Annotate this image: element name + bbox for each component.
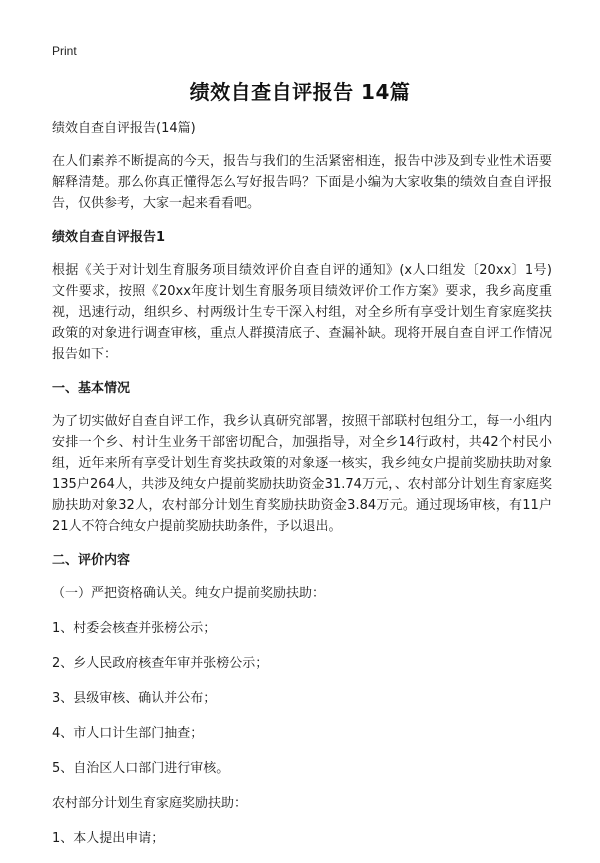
list-item: 5、自治区人口部门进行审核。 <box>52 761 230 776</box>
print-label: Print <box>52 44 77 58</box>
section-1-paragraph: 根据《关于对计划生育服务项目绩效评价自查自评的通知》(x人口组发〔20xx〕1号)文件要求，按照《20xx年度计划生育服务项目绩效评价工作方案》要求，我乡高度重视，迅速行动，组织乡、村两级计生专干深入村组，对全乡所有享受计划生育家庭奖扶政策的对象进行调查审核，重点人群摸清底子、查漏补缺。现将开展自查自评工作情况报告如下： <box>52 263 552 362</box>
intro-paragraph: 在人们素养不断提高的今天，报告与我们的生活紧密相连，报告中涉及到专业性术语要解释清楚。那么你真正懂得怎么写好报告吗？下面是小编为大家收集的绩效自查自评报告，仅供参考，大家一起来看看吧。 <box>52 154 552 211</box>
section-heading-report-1: 绩效自查自评报告1 <box>52 230 166 245</box>
rural-heading: 农村部分计划生育家庭奖励扶助： <box>52 796 248 811</box>
list-item: 1、本人提出申请； <box>52 831 165 846</box>
document-title: 绩效自查自评报告 14篇 <box>189 80 411 104</box>
document-body <box>52 118 552 863</box>
list-item: 1、村委会核查并张榜公示； <box>52 621 217 636</box>
basic-paragraph: 为了切实做好自查自评工作，我乡认真研究部署，按照干部联村包组分工，每一小组内安排一个乡、村计生业务干部密切配合，加强指导，对全乡14行政村，共42个村民小组，近年来所有享受计划生育奖扶政策的对象逐一核实，我乡纯女户提前奖励扶助对象135户264人，共涉及纯女户提前奖励扶助资金31.74万元，、农村部分计划生育家庭奖励扶助对象32人，农村部分计划生育奖励扶助资金3.84万元。通过现场审核，有11户21人不符合纯女户提前奖励扶助条件，予以退出。 <box>52 414 552 534</box>
list-item: 3、县级审核、确认并公布； <box>52 691 217 706</box>
section-heading-evaluation: 二、评价内容 <box>52 553 131 568</box>
document-subtitle: 绩效自查自评报告(14篇) <box>52 121 196 136</box>
list-item: 2、乡人民政府核查年审并张榜公示； <box>52 656 269 671</box>
list-item: 4、市人口计生部门抽查； <box>52 726 204 741</box>
section-heading-basic: 一、基本情况 <box>52 381 131 396</box>
list-item: （一）严把资格确认关。纯女户提前奖励扶助： <box>52 586 326 601</box>
